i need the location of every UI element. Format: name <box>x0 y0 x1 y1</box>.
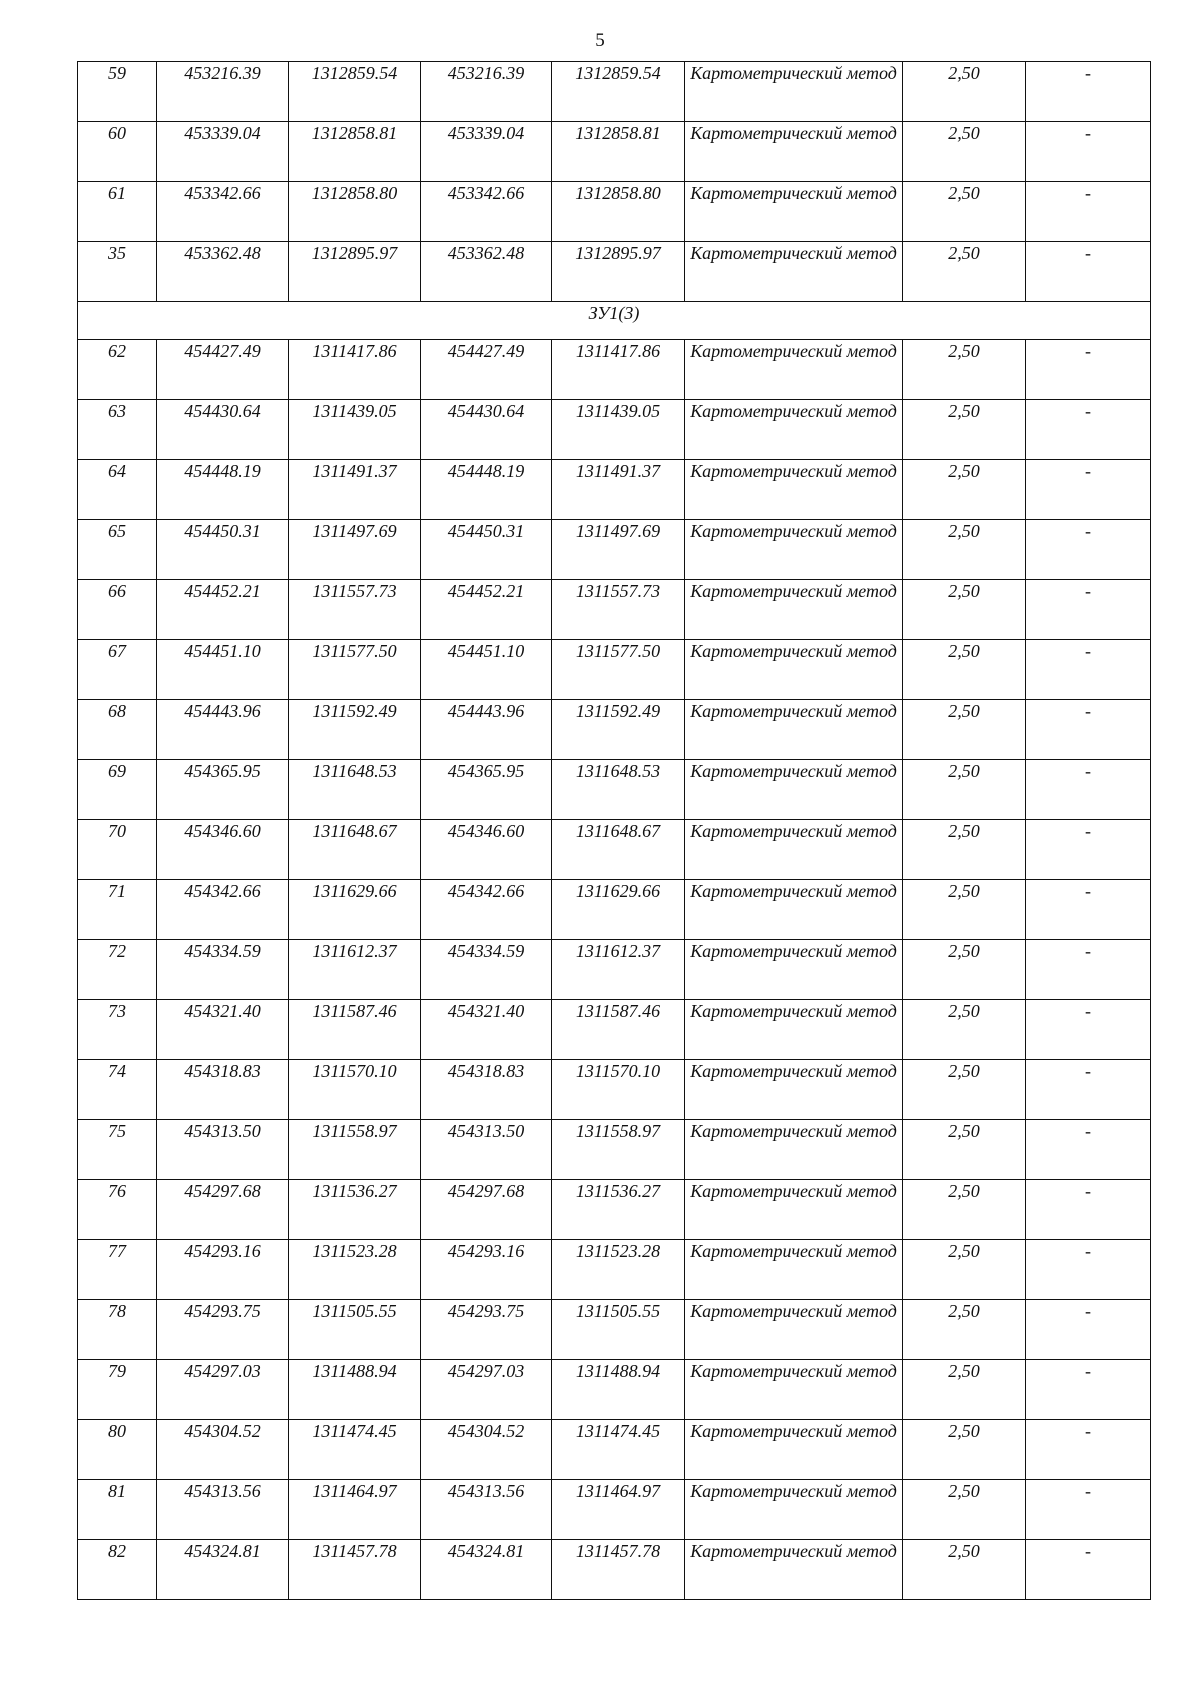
x-existing-cell: 454451.10 <box>157 640 289 700</box>
x-existing-cell: 453362.48 <box>157 242 289 302</box>
y-refined-cell: 1311505.55 <box>552 1300 685 1360</box>
x-refined-cell: 454451.10 <box>421 640 552 700</box>
note-cell: - <box>1026 62 1151 122</box>
table-row <box>78 62 1151 122</box>
point-number-cell: 65 <box>78 520 157 580</box>
accuracy-cell: 2,50 <box>903 1480 1026 1540</box>
x-refined-cell: 454321.40 <box>421 1000 552 1060</box>
y-existing-cell: 1311612.37 <box>289 940 421 1000</box>
note-cell: - <box>1026 1300 1151 1360</box>
note-cell: - <box>1026 1060 1151 1120</box>
method-cell: Картометрический метод <box>685 182 903 242</box>
y-refined-cell: 1311558.97 <box>552 1120 685 1180</box>
method-cell: Картометрический метод <box>685 940 903 1000</box>
method-cell: Картометрический метод <box>685 700 903 760</box>
y-refined-cell: 1311629.66 <box>552 880 685 940</box>
note-cell: - <box>1026 880 1151 940</box>
point-number-cell: 74 <box>78 1060 157 1120</box>
y-existing-cell: 1311488.94 <box>289 1360 421 1420</box>
table-row <box>78 700 1151 760</box>
method-cell: Картометрический метод <box>685 1420 903 1480</box>
x-existing-cell: 454324.81 <box>157 1540 289 1600</box>
y-refined-cell: 1311648.53 <box>552 760 685 820</box>
method-cell: Картометрический метод <box>685 1300 903 1360</box>
accuracy-cell: 2,50 <box>903 62 1026 122</box>
x-refined-cell: 454313.56 <box>421 1480 552 1540</box>
y-refined-cell: 1311648.67 <box>552 820 685 880</box>
x-existing-cell: 454450.31 <box>157 520 289 580</box>
y-existing-cell: 1311464.97 <box>289 1480 421 1540</box>
x-existing-cell: 454318.83 <box>157 1060 289 1120</box>
x-existing-cell: 454293.16 <box>157 1240 289 1300</box>
accuracy-cell: 2,50 <box>903 1360 1026 1420</box>
y-refined-cell: 1312859.54 <box>552 62 685 122</box>
y-refined-cell: 1311570.10 <box>552 1060 685 1120</box>
method-cell: Картометрический метод <box>685 880 903 940</box>
y-existing-cell: 1311474.45 <box>289 1420 421 1480</box>
x-existing-cell: 454346.60 <box>157 820 289 880</box>
note-cell: - <box>1026 182 1151 242</box>
y-refined-cell: 1311592.49 <box>552 700 685 760</box>
x-refined-cell: 454452.21 <box>421 580 552 640</box>
method-cell: Картометрический метод <box>685 1000 903 1060</box>
accuracy-cell: 2,50 <box>903 640 1026 700</box>
x-refined-cell: 453362.48 <box>421 242 552 302</box>
y-existing-cell: 1312859.54 <box>289 62 421 122</box>
method-cell: Картометрический метод <box>685 1480 903 1540</box>
x-existing-cell: 454448.19 <box>157 460 289 520</box>
table-row <box>78 880 1151 940</box>
x-refined-cell: 454297.03 <box>421 1360 552 1420</box>
table-row <box>78 1060 1151 1120</box>
accuracy-cell: 2,50 <box>903 1060 1026 1120</box>
point-number-cell: 81 <box>78 1480 157 1540</box>
method-cell: Картометрический метод <box>685 760 903 820</box>
y-refined-cell: 1312858.80 <box>552 182 685 242</box>
y-refined-cell: 1311464.97 <box>552 1480 685 1540</box>
accuracy-cell: 2,50 <box>903 760 1026 820</box>
method-cell: Картометрический метод <box>685 400 903 460</box>
point-number-cell: 68 <box>78 700 157 760</box>
accuracy-cell: 2,50 <box>903 820 1026 880</box>
y-existing-cell: 1311648.53 <box>289 760 421 820</box>
method-cell: Картометрический метод <box>685 242 903 302</box>
y-existing-cell: 1311491.37 <box>289 460 421 520</box>
note-cell: - <box>1026 460 1151 520</box>
x-refined-cell: 453216.39 <box>421 62 552 122</box>
point-number-cell: 80 <box>78 1420 157 1480</box>
point-number-cell: 60 <box>78 122 157 182</box>
section-row <box>78 302 1151 340</box>
y-existing-cell: 1311557.73 <box>289 580 421 640</box>
x-refined-cell: 454293.75 <box>421 1300 552 1360</box>
x-existing-cell: 454313.50 <box>157 1120 289 1180</box>
y-existing-cell: 1311577.50 <box>289 640 421 700</box>
x-refined-cell: 454342.66 <box>421 880 552 940</box>
table-row <box>78 1540 1151 1600</box>
note-cell: - <box>1026 940 1151 1000</box>
y-refined-cell: 1312895.97 <box>552 242 685 302</box>
y-existing-cell: 1311592.49 <box>289 700 421 760</box>
x-existing-cell: 454342.66 <box>157 880 289 940</box>
x-existing-cell: 454297.68 <box>157 1180 289 1240</box>
x-refined-cell: 454346.60 <box>421 820 552 880</box>
accuracy-cell: 2,50 <box>903 1120 1026 1180</box>
y-refined-cell: 1311523.28 <box>552 1240 685 1300</box>
point-number-cell: 71 <box>78 880 157 940</box>
note-cell: - <box>1026 1000 1151 1060</box>
accuracy-cell: 2,50 <box>903 1240 1026 1300</box>
x-existing-cell: 454430.64 <box>157 400 289 460</box>
x-refined-cell: 453339.04 <box>421 122 552 182</box>
point-number-cell: 59 <box>78 62 157 122</box>
x-existing-cell: 454321.40 <box>157 1000 289 1060</box>
point-number-cell: 79 <box>78 1360 157 1420</box>
x-refined-cell: 454304.52 <box>421 1420 552 1480</box>
y-refined-cell: 1311491.37 <box>552 460 685 520</box>
table-row <box>78 1240 1151 1300</box>
accuracy-cell: 2,50 <box>903 940 1026 1000</box>
table-row <box>78 1180 1151 1240</box>
point-number-cell: 61 <box>78 182 157 242</box>
accuracy-cell: 2,50 <box>903 1420 1026 1480</box>
table-row <box>78 1420 1151 1480</box>
table-row <box>78 760 1151 820</box>
y-existing-cell: 1311497.69 <box>289 520 421 580</box>
accuracy-cell: 2,50 <box>903 242 1026 302</box>
x-existing-cell: 453216.39 <box>157 62 289 122</box>
y-existing-cell: 1311536.27 <box>289 1180 421 1240</box>
y-refined-cell: 1311557.73 <box>552 580 685 640</box>
table-row <box>78 242 1151 302</box>
point-number-cell: 82 <box>78 1540 157 1600</box>
x-refined-cell: 454448.19 <box>421 460 552 520</box>
accuracy-cell: 2,50 <box>903 520 1026 580</box>
note-cell: - <box>1026 1180 1151 1240</box>
x-existing-cell: 454334.59 <box>157 940 289 1000</box>
note-cell: - <box>1026 1540 1151 1600</box>
table-row <box>78 1300 1151 1360</box>
table-row <box>78 1480 1151 1540</box>
note-cell: - <box>1026 1420 1151 1480</box>
x-refined-cell: 454324.81 <box>421 1540 552 1600</box>
table-row <box>78 460 1151 520</box>
table-row <box>78 1000 1151 1060</box>
x-existing-cell: 454297.03 <box>157 1360 289 1420</box>
method-cell: Картометрический метод <box>685 1360 903 1420</box>
x-existing-cell: 453342.66 <box>157 182 289 242</box>
method-cell: Картометрический метод <box>685 1180 903 1240</box>
y-refined-cell: 1311587.46 <box>552 1000 685 1060</box>
table-row <box>78 520 1151 580</box>
y-existing-cell: 1311570.10 <box>289 1060 421 1120</box>
method-cell: Картометрический метод <box>685 1240 903 1300</box>
point-number-cell: 76 <box>78 1180 157 1240</box>
x-refined-cell: 454443.96 <box>421 700 552 760</box>
x-refined-cell: 453342.66 <box>421 182 552 242</box>
y-existing-cell: 1311457.78 <box>289 1540 421 1600</box>
method-cell: Картометрический метод <box>685 1120 903 1180</box>
table-row <box>78 940 1151 1000</box>
x-refined-cell: 454293.16 <box>421 1240 552 1300</box>
note-cell: - <box>1026 1120 1151 1180</box>
method-cell: Картометрический метод <box>685 460 903 520</box>
point-number-cell: 63 <box>78 400 157 460</box>
point-number-cell: 75 <box>78 1120 157 1180</box>
point-number-cell: 72 <box>78 940 157 1000</box>
y-existing-cell: 1311523.28 <box>289 1240 421 1300</box>
y-existing-cell: 1311558.97 <box>289 1120 421 1180</box>
method-cell: Картометрический метод <box>685 820 903 880</box>
method-cell: Картометрический метод <box>685 640 903 700</box>
x-refined-cell: 454365.95 <box>421 760 552 820</box>
point-number-cell: 66 <box>78 580 157 640</box>
table-row <box>78 122 1151 182</box>
table-row <box>78 640 1151 700</box>
x-refined-cell: 454430.64 <box>421 400 552 460</box>
accuracy-cell: 2,50 <box>903 1180 1026 1240</box>
point-number-cell: 64 <box>78 460 157 520</box>
table-row <box>78 400 1151 460</box>
table-row <box>78 340 1151 400</box>
y-refined-cell: 1311577.50 <box>552 640 685 700</box>
x-existing-cell: 454313.56 <box>157 1480 289 1540</box>
accuracy-cell: 2,50 <box>903 1000 1026 1060</box>
accuracy-cell: 2,50 <box>903 700 1026 760</box>
x-refined-cell: 454297.68 <box>421 1180 552 1240</box>
y-existing-cell: 1312858.80 <box>289 182 421 242</box>
accuracy-cell: 2,50 <box>903 880 1026 940</box>
note-cell: - <box>1026 242 1151 302</box>
accuracy-cell: 2,50 <box>903 182 1026 242</box>
x-refined-cell: 454318.83 <box>421 1060 552 1120</box>
method-cell: Картометрический метод <box>685 520 903 580</box>
table-row <box>78 820 1151 880</box>
coordinates-table <box>77 61 1151 1600</box>
note-cell: - <box>1026 580 1151 640</box>
point-number-cell: 77 <box>78 1240 157 1300</box>
y-refined-cell: 1311474.45 <box>552 1420 685 1480</box>
y-existing-cell: 1311505.55 <box>289 1300 421 1360</box>
note-cell: - <box>1026 1360 1151 1420</box>
point-number-cell: 62 <box>78 340 157 400</box>
y-existing-cell: 1311648.67 <box>289 820 421 880</box>
method-cell: Картометрический метод <box>685 62 903 122</box>
point-number-cell: 78 <box>78 1300 157 1360</box>
table-row <box>78 1120 1151 1180</box>
y-existing-cell: 1311629.66 <box>289 880 421 940</box>
note-cell: - <box>1026 400 1151 460</box>
accuracy-cell: 2,50 <box>903 1300 1026 1360</box>
note-cell: - <box>1026 340 1151 400</box>
x-refined-cell: 454450.31 <box>421 520 552 580</box>
table-row <box>78 1360 1151 1420</box>
y-refined-cell: 1311536.27 <box>552 1180 685 1240</box>
x-existing-cell: 453339.04 <box>157 122 289 182</box>
table-row <box>78 580 1151 640</box>
method-cell: Картометрический метод <box>685 1060 903 1120</box>
note-cell: - <box>1026 700 1151 760</box>
x-existing-cell: 454304.52 <box>157 1420 289 1480</box>
section-title: ЗУ1(3) <box>78 302 1151 340</box>
x-existing-cell: 454443.96 <box>157 700 289 760</box>
table-row <box>78 182 1151 242</box>
accuracy-cell: 2,50 <box>903 122 1026 182</box>
y-refined-cell: 1311497.69 <box>552 520 685 580</box>
x-existing-cell: 454452.21 <box>157 580 289 640</box>
note-cell: - <box>1026 520 1151 580</box>
note-cell: - <box>1026 1480 1151 1540</box>
y-refined-cell: 1311612.37 <box>552 940 685 1000</box>
x-refined-cell: 454427.49 <box>421 340 552 400</box>
point-number-cell: 69 <box>78 760 157 820</box>
y-refined-cell: 1311457.78 <box>552 1540 685 1600</box>
point-number-cell: 35 <box>78 242 157 302</box>
method-cell: Картометрический метод <box>685 340 903 400</box>
note-cell: - <box>1026 820 1151 880</box>
point-number-cell: 73 <box>78 1000 157 1060</box>
point-number-cell: 70 <box>78 820 157 880</box>
y-existing-cell: 1312895.97 <box>289 242 421 302</box>
note-cell: - <box>1026 1240 1151 1300</box>
y-refined-cell: 1311417.86 <box>552 340 685 400</box>
y-existing-cell: 1311417.86 <box>289 340 421 400</box>
x-existing-cell: 454365.95 <box>157 760 289 820</box>
y-refined-cell: 1311488.94 <box>552 1360 685 1420</box>
point-number-cell: 67 <box>78 640 157 700</box>
y-existing-cell: 1312858.81 <box>289 122 421 182</box>
method-cell: Картометрический метод <box>685 580 903 640</box>
method-cell: Картометрический метод <box>685 1540 903 1600</box>
method-cell: Картометрический метод <box>685 122 903 182</box>
y-existing-cell: 1311439.05 <box>289 400 421 460</box>
accuracy-cell: 2,50 <box>903 460 1026 520</box>
note-cell: - <box>1026 760 1151 820</box>
y-refined-cell: 1312858.81 <box>552 122 685 182</box>
x-refined-cell: 454334.59 <box>421 940 552 1000</box>
page-number: 5 <box>595 30 605 51</box>
y-existing-cell: 1311587.46 <box>289 1000 421 1060</box>
x-refined-cell: 454313.50 <box>421 1120 552 1180</box>
note-cell: - <box>1026 122 1151 182</box>
y-refined-cell: 1311439.05 <box>552 400 685 460</box>
table-body <box>78 62 1151 1600</box>
accuracy-cell: 2,50 <box>903 580 1026 640</box>
accuracy-cell: 2,50 <box>903 400 1026 460</box>
note-cell: - <box>1026 640 1151 700</box>
accuracy-cell: 2,50 <box>903 340 1026 400</box>
x-existing-cell: 454293.75 <box>157 1300 289 1360</box>
x-existing-cell: 454427.49 <box>157 340 289 400</box>
accuracy-cell: 2,50 <box>903 1540 1026 1600</box>
